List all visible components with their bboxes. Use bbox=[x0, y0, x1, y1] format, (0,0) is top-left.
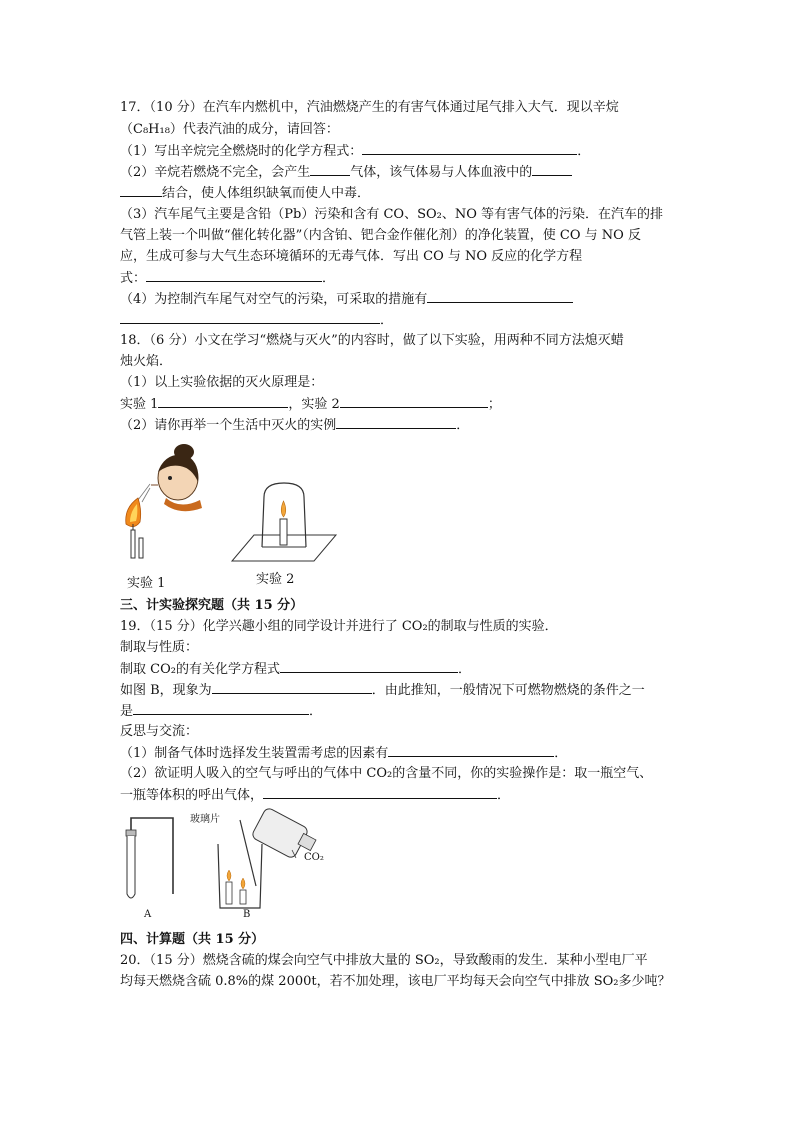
q18-exp2-label: ，实验 2 bbox=[288, 397, 340, 412]
semicolon: ； bbox=[487, 397, 501, 412]
experiment-1-figure bbox=[118, 438, 208, 568]
q19-factors-text: （1）制备气体时选择发生装置需考虑的因素有 bbox=[120, 746, 389, 761]
q17-part3-text: 式： bbox=[120, 271, 147, 286]
q18-blank-exp1[interactable] bbox=[158, 394, 288, 408]
q17-line-1: 17．（10 分）在汽车内燃机中，汽油燃烧产生的有害气体通过尾气排入大气．现以辛烷 bbox=[120, 100, 619, 115]
period: ． bbox=[456, 418, 470, 433]
q18-line-2: 烛火焰． bbox=[120, 354, 173, 369]
q19-shi: 是 bbox=[120, 704, 134, 719]
q19-operation-text: 一瓶等体积的呼出气体， bbox=[120, 788, 264, 803]
q17-line-9 bbox=[120, 268, 335, 289]
period: ． bbox=[309, 704, 323, 719]
experiment-2-caption: 实验 2 bbox=[256, 572, 295, 587]
experiment-2-figure bbox=[228, 475, 340, 567]
q17-line-4 bbox=[120, 162, 572, 183]
glass-plate-label: 玻璃片 bbox=[190, 814, 220, 825]
q18-line-3: （1）以上实验依据的灭火原理是： bbox=[120, 375, 324, 390]
q17-blank-blood-cont[interactable] bbox=[120, 183, 162, 197]
q19-line-5 bbox=[120, 701, 322, 722]
q19-blank-operation[interactable] bbox=[263, 785, 497, 799]
apparatus-a-figure bbox=[118, 808, 188, 908]
q18-exp1-label: 实验 1 bbox=[120, 397, 159, 412]
q17-line-10 bbox=[120, 289, 573, 310]
period: ． bbox=[457, 662, 471, 677]
q19-line-6: 反思与交流： bbox=[120, 724, 199, 739]
q17-line-8: 应，生成可参与大气生态环境循环的无毒气体．写出 CO 与 NO 反应的化学方程 bbox=[120, 249, 583, 264]
q17-part4-text: （4）为控制汽车尾气对空气的污染，可采取的措施有 bbox=[120, 292, 428, 307]
period: ． bbox=[577, 144, 591, 159]
q17-part2-text-b: 气体，该气体易与人体血液中的 bbox=[350, 165, 533, 180]
q17-line-7: 气管上装一个叫做“催化转化器”（内含铂、钯合金作催化剂）的净化装置，使 CO 与 NO 反 bbox=[120, 228, 641, 243]
period: ． bbox=[497, 788, 511, 803]
q19-line-3 bbox=[120, 659, 471, 680]
q20-line-2: 均每天燃烧含硫 0.8%的煤 2000t，若不加处理，该电厂平均每天会向空气中排放 SO₂多少吨？ bbox=[120, 974, 671, 989]
period: ． bbox=[554, 746, 568, 761]
q17-line-5 bbox=[120, 183, 370, 204]
q19-line-8: （2）欲证明人吸入的空气与呼出的气体中 CO₂的含量不同，你的实验操作是：取一瓶空气、 bbox=[120, 766, 653, 781]
q19-blank-condition[interactable] bbox=[133, 701, 309, 715]
q19-blank-equation[interactable] bbox=[280, 659, 458, 673]
q17-part2-text-c: 结合，使人体组织缺氧而使人中毒． bbox=[162, 186, 371, 201]
section-3-heading: 三、计实验探究题（共 15 分） bbox=[120, 598, 304, 613]
apparatus-a-label: A bbox=[144, 909, 152, 920]
q17-blank-co-no[interactable] bbox=[146, 268, 322, 282]
q18-part2-text: （2）请你再举一个生活中灭火的实例 bbox=[120, 418, 337, 433]
q19-blank-phenomenon[interactable] bbox=[212, 680, 372, 694]
q19-infer-text: ．由此推知，一般情况下可燃物燃烧的条件之一 bbox=[371, 683, 645, 698]
apparatus-b-label: B bbox=[243, 909, 251, 920]
period: ． bbox=[322, 271, 336, 286]
experiment-1-caption: 实验 1 bbox=[127, 576, 166, 591]
q19-blank-factors[interactable] bbox=[388, 743, 554, 757]
q19-line-4 bbox=[120, 680, 645, 701]
co2-label: CO₂ bbox=[304, 852, 324, 863]
section-4-heading: 四、计算题（共 15 分） bbox=[120, 932, 265, 947]
q17-blank-equation[interactable] bbox=[362, 141, 577, 155]
q17-line-3 bbox=[120, 141, 590, 162]
q17-blank-measures[interactable] bbox=[427, 289, 573, 303]
q17-part1-text: （1）写出辛烷完全燃烧时的化学方程式： bbox=[120, 144, 363, 159]
q19-line-1: 19．（15 分）化学兴趣小组的同学设计并进行了 CO₂的制取与性质的实验． bbox=[120, 619, 558, 634]
q17-part2-text-a: （2）辛烷若燃烧不完全，会产生 bbox=[120, 165, 311, 180]
q17-blank-blood[interactable] bbox=[532, 162, 572, 176]
q17-line-6: （3）汽车尾气主要是含铅（Pb）污染和含有 CO、SO₂、NO 等有害气体的污染．在汽车的排 bbox=[120, 207, 664, 222]
q18-line-4 bbox=[120, 394, 501, 415]
q18-blank-example[interactable] bbox=[336, 415, 456, 429]
q17-line-2: （C₈H₁₈）代表汽油的成分，请回答： bbox=[120, 122, 339, 137]
q20-line-1: 20．（15 分）燃烧含硫的煤会向空气中排放大量的 SO₂，导致酸雨的发生．某种小型电厂平 bbox=[120, 953, 648, 968]
q19-line-2: 制取与性质： bbox=[120, 640, 199, 655]
q19-line-9 bbox=[120, 785, 510, 806]
q18-line-1: 18．（6 分）小文在学习“燃烧与灭火”的内容时，做了以下实验，用两种不同方法熄灭蜡 bbox=[120, 333, 624, 348]
q19-figB-text: 如图 B，现象为 bbox=[120, 683, 212, 698]
q18-line-5 bbox=[120, 415, 469, 436]
q17-blank-gas[interactable] bbox=[310, 162, 350, 176]
q19-prep-text: 制取 CO₂的有关化学方程式 bbox=[120, 662, 280, 677]
q19-line-7 bbox=[120, 743, 567, 764]
q17-line-11 bbox=[120, 310, 393, 331]
period: ． bbox=[380, 313, 394, 328]
q18-blank-exp2[interactable] bbox=[340, 394, 488, 408]
q17-blank-measures-cont[interactable] bbox=[120, 310, 380, 324]
